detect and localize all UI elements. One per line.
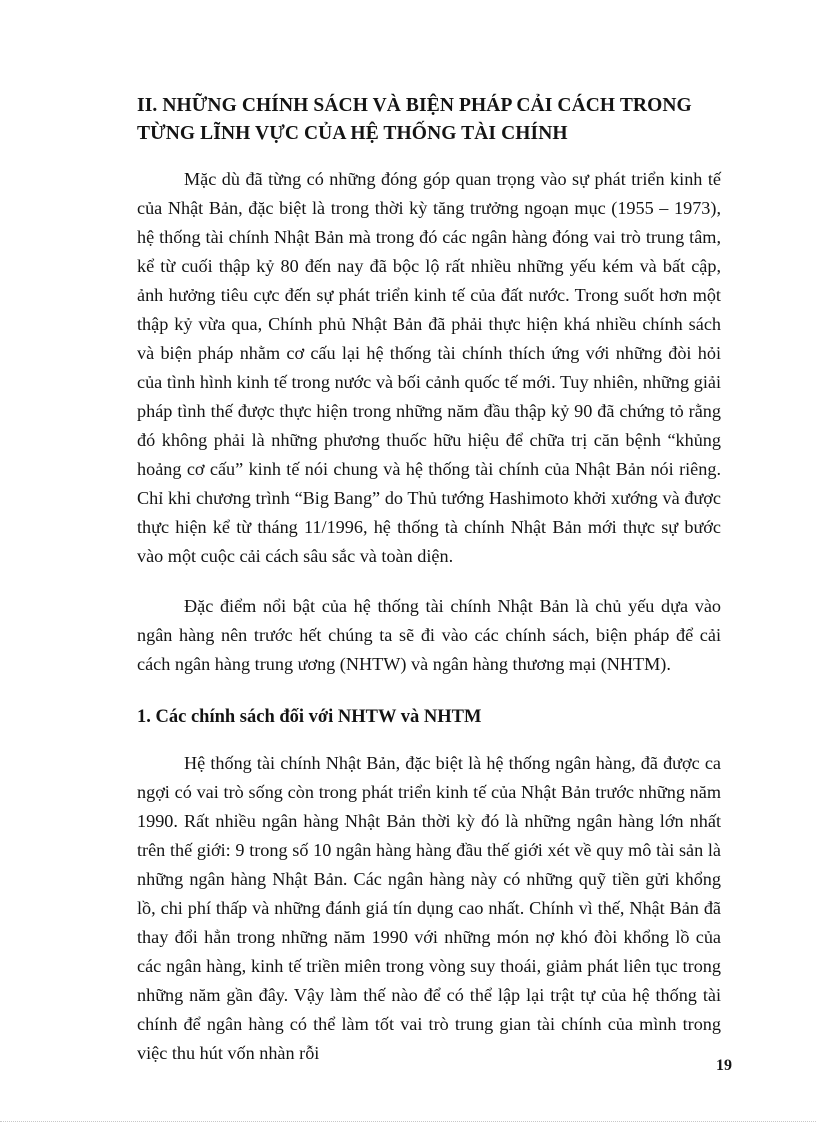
section-heading: II. NHỮNG CHÍNH SÁCH VÀ BIỆN PHÁP CẢI CÁCH TRONG TỪNG LĨNH VỰC CỦA HỆ THỐNG TÀI CHÍNH [137, 95, 692, 144]
subsection-heading: 1. Các chính sách đối với NHTW và NHTM [137, 707, 482, 727]
document-page [137, 92, 721, 1068]
paragraph-banking-focus: Đặc điểm nổi bật của hệ thống tài chính Nhật Bản là chủ yếu dựa vào ngân hàng nên trước hết chúng ta sẽ đi vào các chính sách, biện pháp để cải cách ngân hàng trung ương (NHTW) và ngân hàng thương mại (NHTM). [137, 596, 721, 674]
paragraph-intro: Mặc dù đã từng có những đóng góp quan trọng vào sự phát triển kinh tế của Nhật Bản, đặc biệt là trong thời kỳ tăng trưởng ngoạn mục (1955 – 1973), hệ thống tài chính Nhật Bản mà trong đó các ngân hàng đóng vai trò trung tâm, kể từ cuối thập kỷ 80 đến nay đã bộc lộ rất nhiều những yếu kém và bất cập, ảnh hưởng tiêu cực đến sự phát triển kinh tế của đất nước. Trong suốt hơn một thập kỷ vừa qua, Chính phủ Nhật Bản đã phải thực hiện khá nhiều chính sách và biện pháp nhằm cơ cấu lại hệ thống tài chính thích ứng với những đòi hỏi của tình hình kinh tế trong nước và bối cảnh quốc tế mới. Tuy nhiên, những giải pháp tình thế được thực hiện trong những năm đầu thập kỷ 90 đã chứng tỏ rằng đó không phải là những phương thuốc hữu hiệu để chữa trị căn bệnh “khủng hoảng cơ cấu” kinh tế nói chung và hệ thống tài chính của Nhật Bản nói riêng. Chỉ khi chương trình “Big Bang” do Thủ tướng Hashimoto khởi xướng và được thực hiện kể từ tháng 11/1996, hệ thống tà chính Nhật Bản mới thực sự bước vào một cuộc cải cách sâu sắc và toàn diện. [137, 169, 721, 566]
page-number: 19 [716, 1057, 732, 1074]
page-bottom-divider [0, 1121, 816, 1122]
paragraph-banking-system: Hệ thống tài chính Nhật Bản, đặc biệt là hệ thống ngân hàng, đã được ca ngợi có vai trò sống còn trong phát triển kinh tế của Nhật Bản trước những năm 1990. Rất nhiều ngân hàng Nhật Bản thời kỳ đó là những ngân hàng lớn nhất trên thế giới: 9 trong số 10 ngân hàng hàng đầu thế giới xét về quy mô tài sản là những ngân hàng Nhật Bản. Các ngân hàng này có những quỹ tiền gửi khổng lồ, chi phí thấp và những đánh giá tín dụng cao nhất. Chính vì thế, Nhật Bản đã thay đổi hẳn trong những năm 1990 với những món nợ khó đòi khổng lồ của các ngân hàng, kinh tế triền miên trong vòng suy thoái, giảm phát liên tục trong những năm gần đây. Vậy làm thế nào để có thể lập lại trật tự của hệ thống tài chính để ngân hàng có thể làm tốt vai trò trung gian tài chính của mình trong việc thu hút vốn nhàn rỗi [137, 753, 721, 1063]
